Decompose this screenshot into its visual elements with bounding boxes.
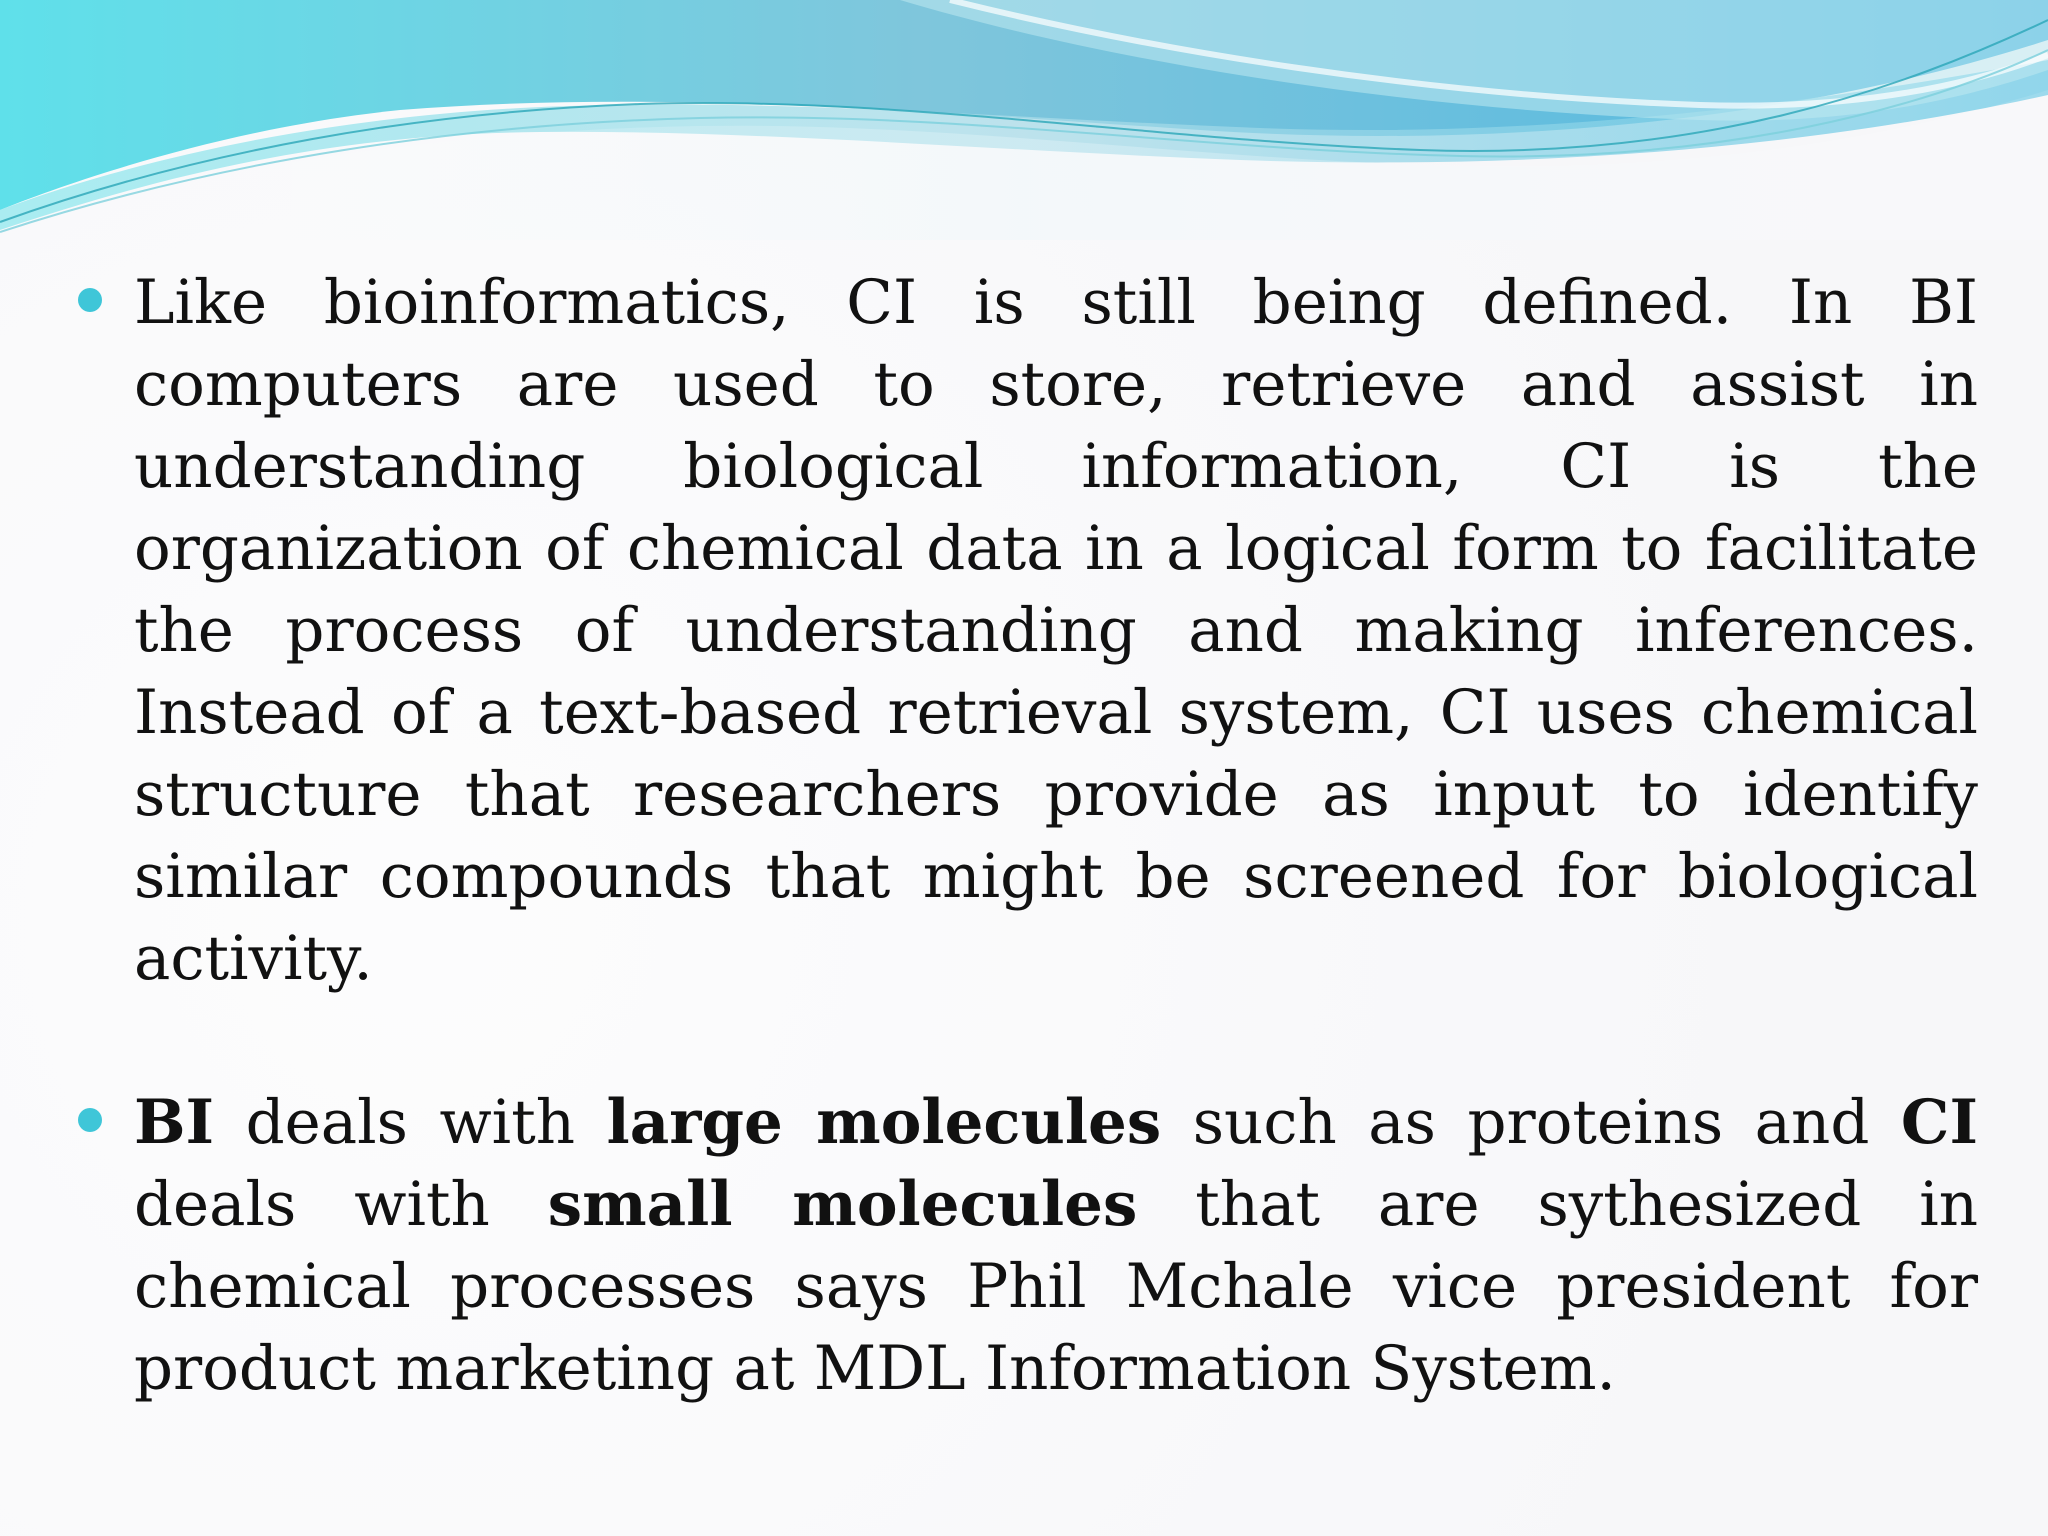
bullet-text-1: Like bioinformatics, CI is still being defined. In BI computers are used to store, retrieve and assist in understanding biological information, CI is the organization of chemical data in a logical form to facilitate the process of understanding and making inferences. Instead of a text-based retrieval system, CI uses chemical structure that researchers provide as input to identify similar compounds that might be screened for biological activity.: [134, 267, 1978, 994]
slide-content: [78, 262, 1978, 1410]
header-wave-decoration: [0, 0, 2048, 240]
bullet-item-1: [78, 262, 1978, 1000]
bullet-2-segment: that are sythesized in chemical processes says Phil Mchale vice president for product marketing at MDL Information System.: [134, 1169, 1978, 1404]
bullet-2-segment: deals with: [134, 1169, 548, 1240]
bullet-2-segment: BI: [134, 1087, 215, 1158]
bullet-item-2: [78, 1082, 1978, 1410]
bullet-2-segment: CI: [1900, 1087, 1978, 1158]
bullet-2-segment: such as proteins and: [1161, 1087, 1901, 1158]
bullet-dot-icon: [78, 1108, 102, 1132]
bullet-2-segment: large molecules: [606, 1087, 1162, 1158]
bullet-dot-icon: [78, 288, 102, 312]
bullet-2-segment: small molecules: [547, 1169, 1138, 1240]
bullet-2-segment: deals with: [214, 1087, 607, 1158]
